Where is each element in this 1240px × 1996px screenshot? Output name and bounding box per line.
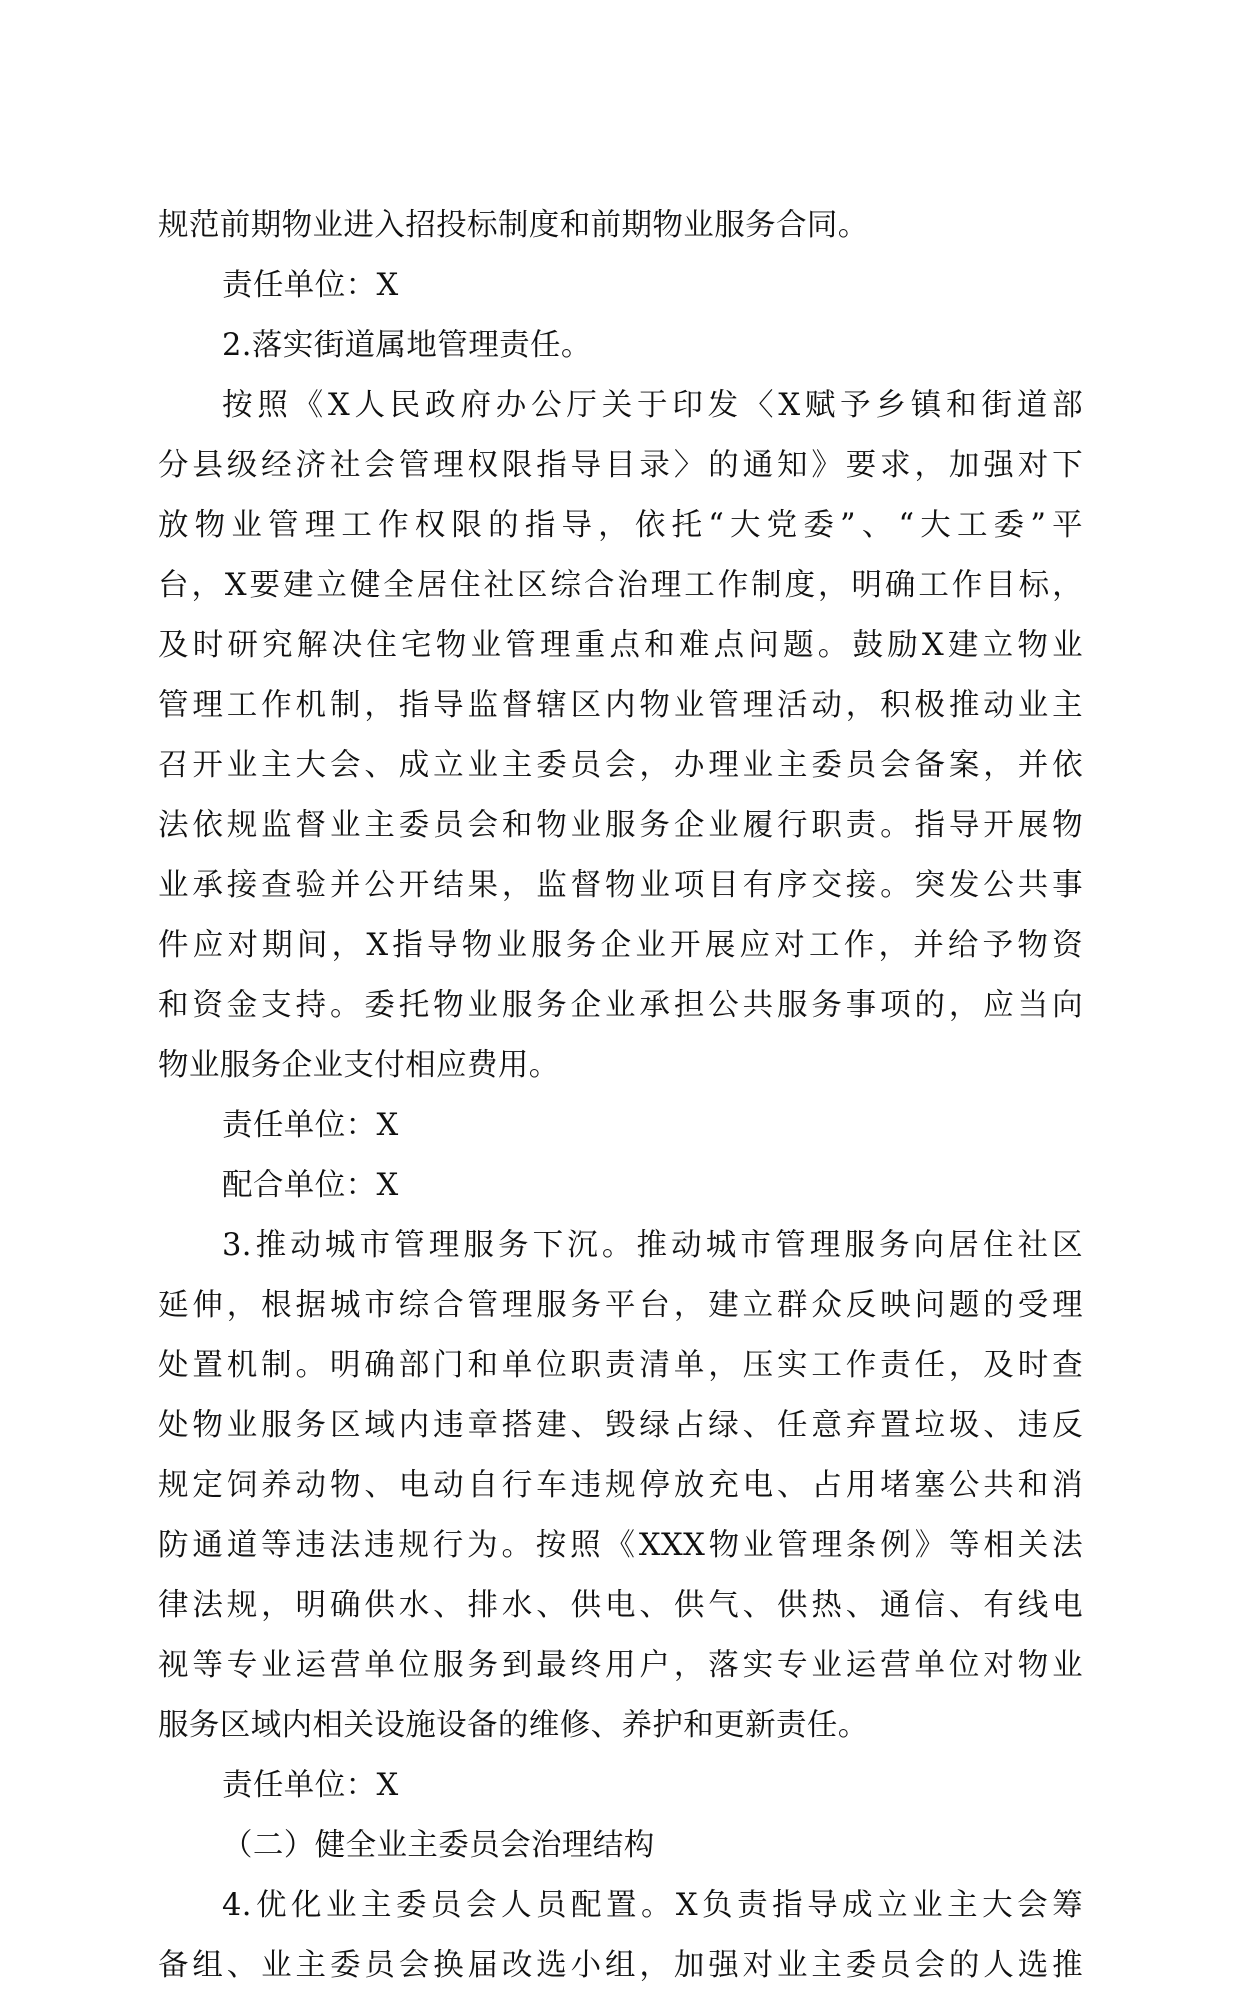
text-line: （二）健全业主委员会治理结构 (222, 1828, 655, 1863)
text-line: 责任单位：X (222, 268, 399, 303)
text-line: 召开业主大会、成立业主委员会，办理业主委员会备案，并依 (158, 748, 1083, 783)
text-line: 物业服务企业支付相应费用。 (158, 1048, 560, 1083)
text-line: 责任单位：X (222, 1768, 399, 1803)
text-line: 2.落实街道属地管理责任。 (222, 328, 592, 363)
text-line: 管理工作机制，指导监督辖区内物业管理活动，积极推动业主 (158, 688, 1083, 723)
text-line: 备组、业主委员会换届改选小组，加强对业主委员会的人选推 (158, 1948, 1083, 1983)
text-line: 延伸，根据城市综合管理服务平台，建立群众反映问题的受理 (158, 1288, 1083, 1323)
text-line: 3.推动城市管理服务下沉。推动城市管理服务向居住社区 (222, 1228, 1083, 1263)
text-line: 防通道等违法违规行为。按照《XXX物业管理条例》等相关法 (158, 1528, 1083, 1563)
text-line: 处物业服务区域内违章搭建、毁绿占绿、任意弃置垃圾、违反 (158, 1408, 1083, 1443)
text-line: 规定饲养动物、电动自行车违规停放充电、占用堵塞公共和消 (158, 1468, 1083, 1503)
text-line: 服务区域内相关设施设备的维修、养护和更新责任。 (158, 1708, 869, 1743)
text-line: 处置机制。明确部门和单位职责清单，压实工作责任，及时查 (158, 1348, 1083, 1383)
text-line: 及时研究解决住宅物业管理重点和难点问题。鼓励X建立物业 (158, 628, 1083, 663)
text-line: 放物业管理工作权限的指导，依托“大党委”、“大工委”平 (158, 508, 1083, 543)
document-page (158, 196, 1083, 1996)
text-line: 分县级经济社会管理权限指导目录〉的通知》要求，加强对下 (158, 448, 1083, 483)
text-line: 台，X要建立健全居住社区综合治理工作制度，明确工作目标， (158, 568, 1083, 603)
text-line: 责任单位：X (222, 1108, 399, 1143)
text-line: 律法规，明确供水、排水、供电、供气、供热、通信、有线电 (158, 1588, 1083, 1623)
text-line: 法依规监督业主委员会和物业服务企业履行职责。指导开展物 (158, 808, 1083, 843)
text-line: 配合单位：X (222, 1168, 399, 1203)
text-line: 视等专业运营单位服务到最终用户，落实专业运营单位对物业 (158, 1648, 1083, 1683)
text-line: 4.优化业主委员会人员配置。X负责指导成立业主大会筹 (222, 1888, 1083, 1923)
text-line: 件应对期间，X指导物业服务企业开展应对工作，并给予物资 (158, 928, 1083, 963)
text-line: 和资金支持。委托物业服务企业承担公共服务事项的，应当向 (158, 988, 1083, 1023)
text-line: 业承接查验并公开结果，监督物业项目有序交接。突发公共事 (158, 868, 1083, 903)
text-line: 按照《X人民政府办公厅关于印发〈X赋予乡镇和街道部 (222, 388, 1083, 423)
text-line: 规范前期物业进入招投标制度和前期物业服务合同。 (158, 208, 869, 243)
